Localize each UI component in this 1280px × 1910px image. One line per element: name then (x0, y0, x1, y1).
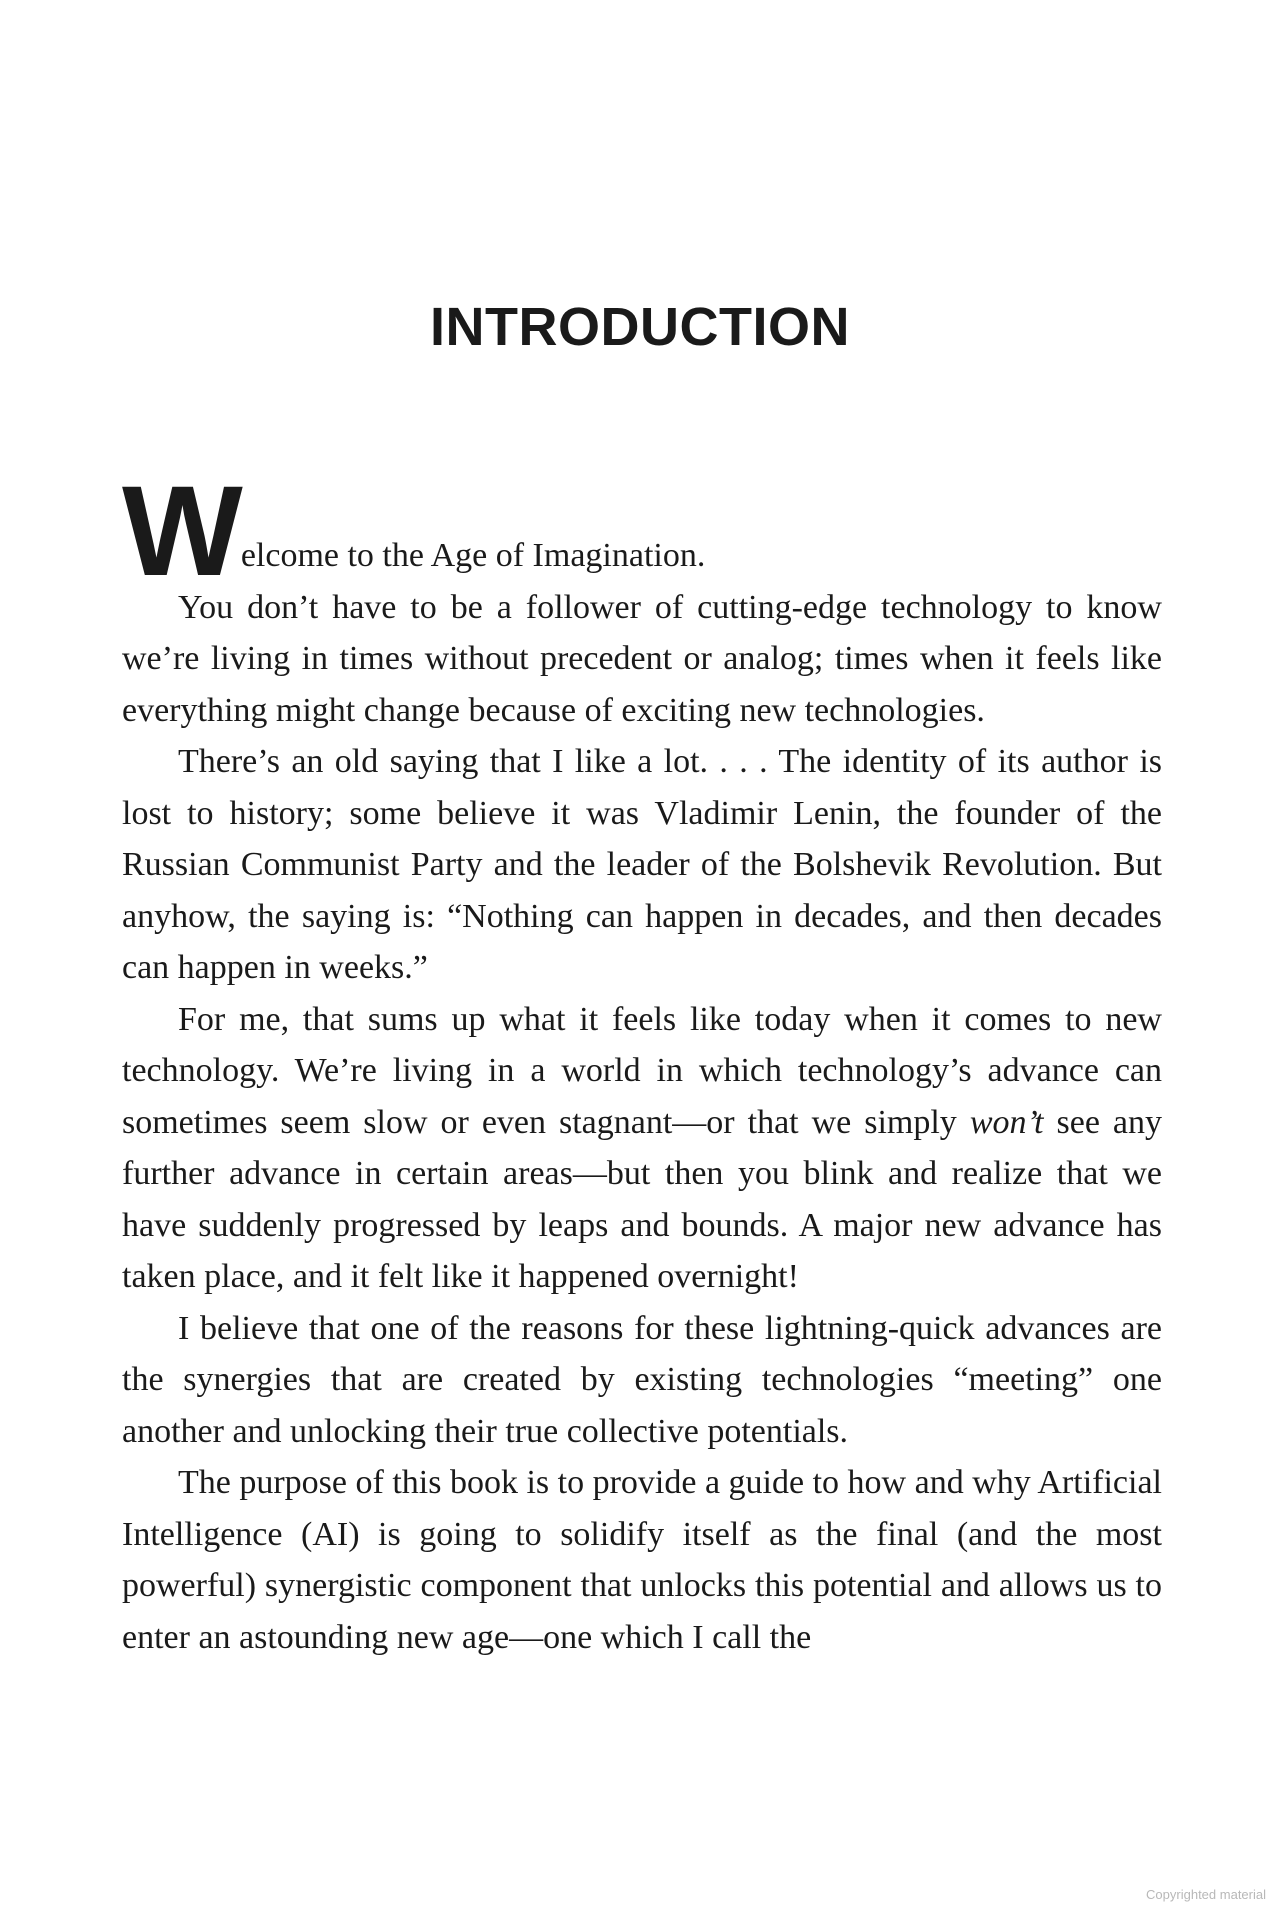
opening-paragraph (122, 460, 1162, 603)
copyright-watermark: Copyrighted material (1146, 1887, 1266, 1902)
body-paragraph: The purpose of this book is to provide a guide to how and why Artificial Intelligence (AI) is going to solidify itself as the final (and the most powerful) synergistic component that unlocks this potential and allows us to enter an astounding new age—one which I call the (122, 1464, 1162, 1656)
drop-cap: W (122, 460, 239, 603)
body-paragraph: I believe that one of the reasons for these lightning-quick advances are the synergies that are created by existing technologies “meeting” one another and unlocking their true collective potentials. (122, 1309, 1162, 1450)
body-paragraph (122, 994, 1162, 1303)
paragraph-text: see any further advance in certain areas—but then you blink and realize that we have suddenly progressed by leaps and bounds. A major new advance has taken place, and it felt like it happened overnight! (122, 1103, 1162, 1295)
body-paragraph: There’s an old saying that I like a lot. . . . The identity of its author is lost to history; some believe it was Vladimir Lenin, the founder of the Russian Communist Party and the leader of the Bolshevik Revolution. But anyhow, the saying is: “Nothing can happen in decades, and then decades can happen in weeks.” (122, 743, 1162, 986)
emphasis-text: won’t (969, 1103, 1044, 1141)
chapter-title: INTRODUCTION (430, 297, 850, 357)
chapter-body (122, 460, 1162, 1663)
paragraph-text: For me, that sums up what it feels like today when it comes to new technology. We’re living in a world in which technology’s advance can sometimes seem slow or even stagnant—or that we simply (122, 1000, 1162, 1141)
body-paragraph: You don’t have to be a follower of cutting-edge technology to know we’re living in times without precedent or analog; times when it feels like everything might change because of exciting new technologies. (122, 588, 1162, 729)
opening-text: elcome to the Age of Imagination. (240, 537, 706, 574)
